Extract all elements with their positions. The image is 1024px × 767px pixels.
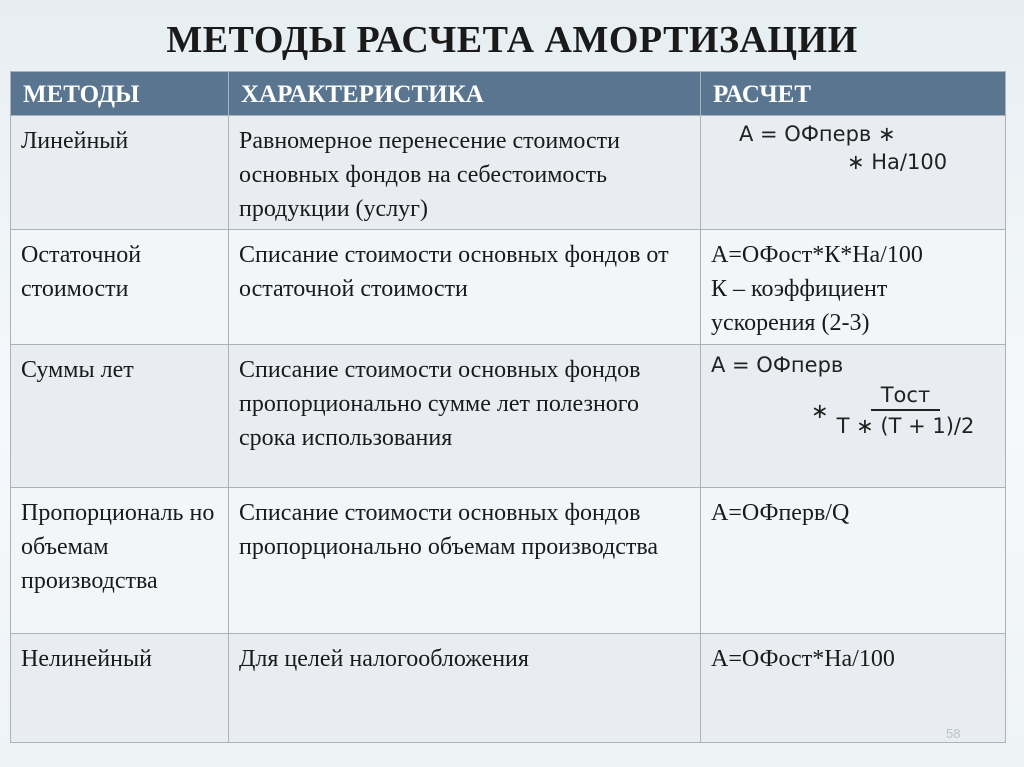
column-header-calculation: РАСЧЕТ [701,72,1006,116]
description-cell: Списание стоимости основных фондов от остаточной стоимости [229,230,701,345]
method-cell: Остаточной стоимости [11,230,229,345]
formula-cell: А=ОФост*На/100 [701,634,1006,743]
multiply-sign: ∗ [811,399,829,423]
formula-line: А = ОФперв ∗ [739,122,896,146]
method-cell: Пропорциональ но объемам производства [11,488,229,634]
method-cell: Линейный [11,116,229,230]
table-row [11,488,1006,634]
slide-title: МЕТОДЫ РАСЧЕТА АМОРТИЗАЦИИ [166,19,858,61]
description-cell: Равномерное перенесение стоимости основных фондов на себестоимость продукции (услуг) [229,116,701,230]
description-cell: Для целей налогообложения [229,634,701,743]
methods-table [10,71,1006,743]
description-cell: Списание стоимости основных фондов пропорционально объемам производства [229,488,701,634]
fraction-denominator: Т ∗ (Т + 1)/2 [836,414,975,438]
method-cell: Суммы лет [11,345,229,488]
formula-line: А = ОФперв [711,353,844,377]
formula-fraction-row [711,381,995,441]
page-number: 58 [946,726,961,741]
table-row [11,345,1006,488]
formula-linear [711,120,995,176]
description-cell: Списание стоимости основных фондов пропорционально сумме лет полезного срока использования [229,345,701,488]
table-header-row [11,72,1006,116]
formula-cell [701,116,1006,230]
column-header-characteristic: ХАРАКТЕРИСТИКА [229,72,701,116]
table-row [11,116,1006,230]
method-cell: Нелинейный [11,634,229,743]
formula-cell [701,345,1006,488]
table-row [11,230,1006,345]
formula-cell: А=ОФперв/Q [701,488,1006,634]
fraction-numerator: Тост [871,381,940,411]
formula-line: ∗ На/100 [847,150,948,174]
formula-fraction [835,381,977,441]
formula-sum-of-years [711,351,995,441]
formula-cell: А=ОФост*К*На/100 К – коэффициент ускорения (2-3) [701,230,1006,345]
column-header-methods: МЕТОДЫ [11,72,229,116]
table-row [11,634,1006,743]
